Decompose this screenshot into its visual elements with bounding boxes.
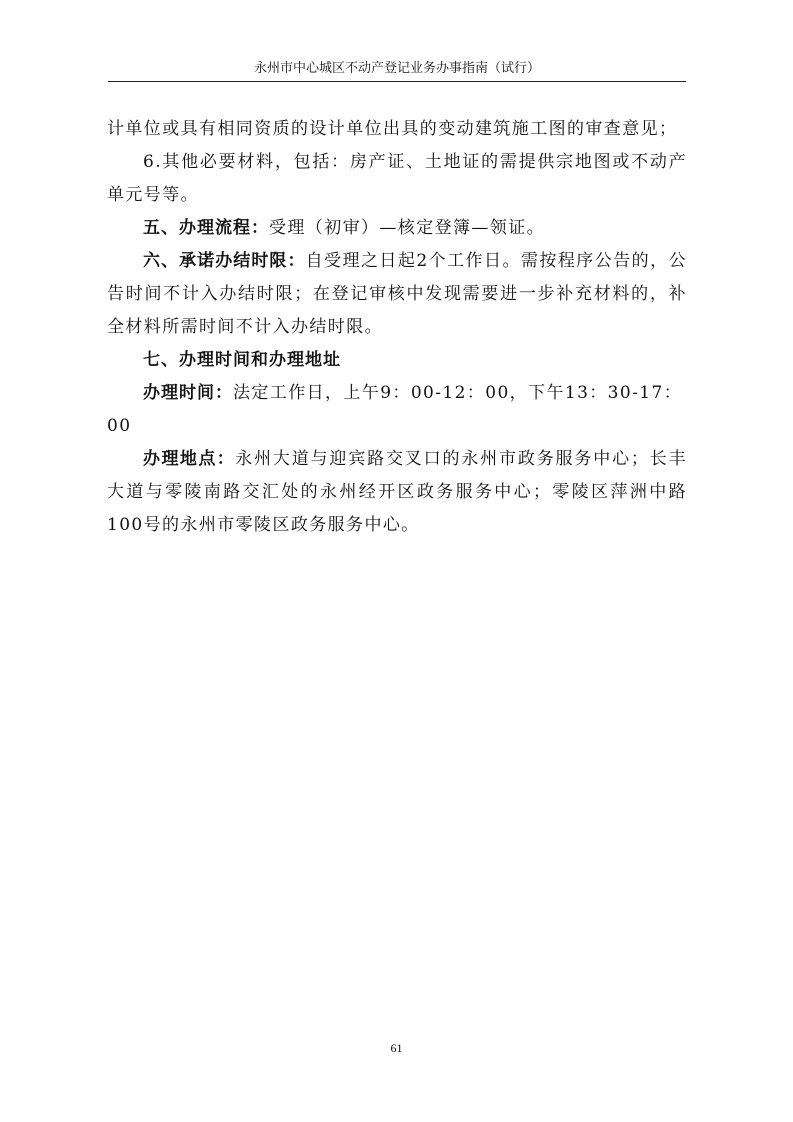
office-locations-label: 办理地点：	[143, 449, 236, 469]
page-number: 61	[390, 1041, 403, 1055]
section-process	[107, 212, 687, 245]
section-time-limit-label: 六、承诺办结时限：	[143, 251, 306, 271]
document-body	[107, 113, 687, 542]
section-time-and-address-heading: 七、办理时间和办理地址	[143, 350, 341, 370]
paragraph-design-review: 计单位或具有相同资质的设计单位出具的变动建筑施工图的审查意见；	[107, 119, 678, 139]
paragraph-other-materials: 6.其他必要材料，包括：房产证、土地证的需提供宗地图或不动产单元号等。	[107, 152, 687, 205]
office-locations	[107, 443, 687, 542]
running-header	[108, 58, 686, 82]
section-process-text: 受理（初审）—核定登簿—领证。	[269, 218, 545, 238]
section-time-limit	[107, 245, 687, 344]
office-hours-label: 办理时间：	[143, 383, 233, 403]
office-locations-text: 永州大道与迎宾路交叉口的永州市政务服务中心；长丰大道与零陵南路交汇处的永州经开区政务服务中心；零陵区萍洲中路100号的永州市零陵区政务服务中心。	[107, 449, 687, 535]
header-title: 永州市中心城区不动产登记业务办事指南（试行）	[253, 61, 540, 76]
section-process-label: 五、办理流程：	[143, 218, 269, 238]
section-time-limit-text: 自受理之日起2个工作日。需按程序公告的，公告时间不计入办结时限；在登记审核中发现需要进一步补充材料的，补全材料所需时间不计入办结时限。	[107, 251, 688, 337]
office-hours	[107, 377, 687, 443]
office-hours-text: 法定工作日，上午9：00-12：00，下午13：30-17：00	[107, 383, 683, 436]
